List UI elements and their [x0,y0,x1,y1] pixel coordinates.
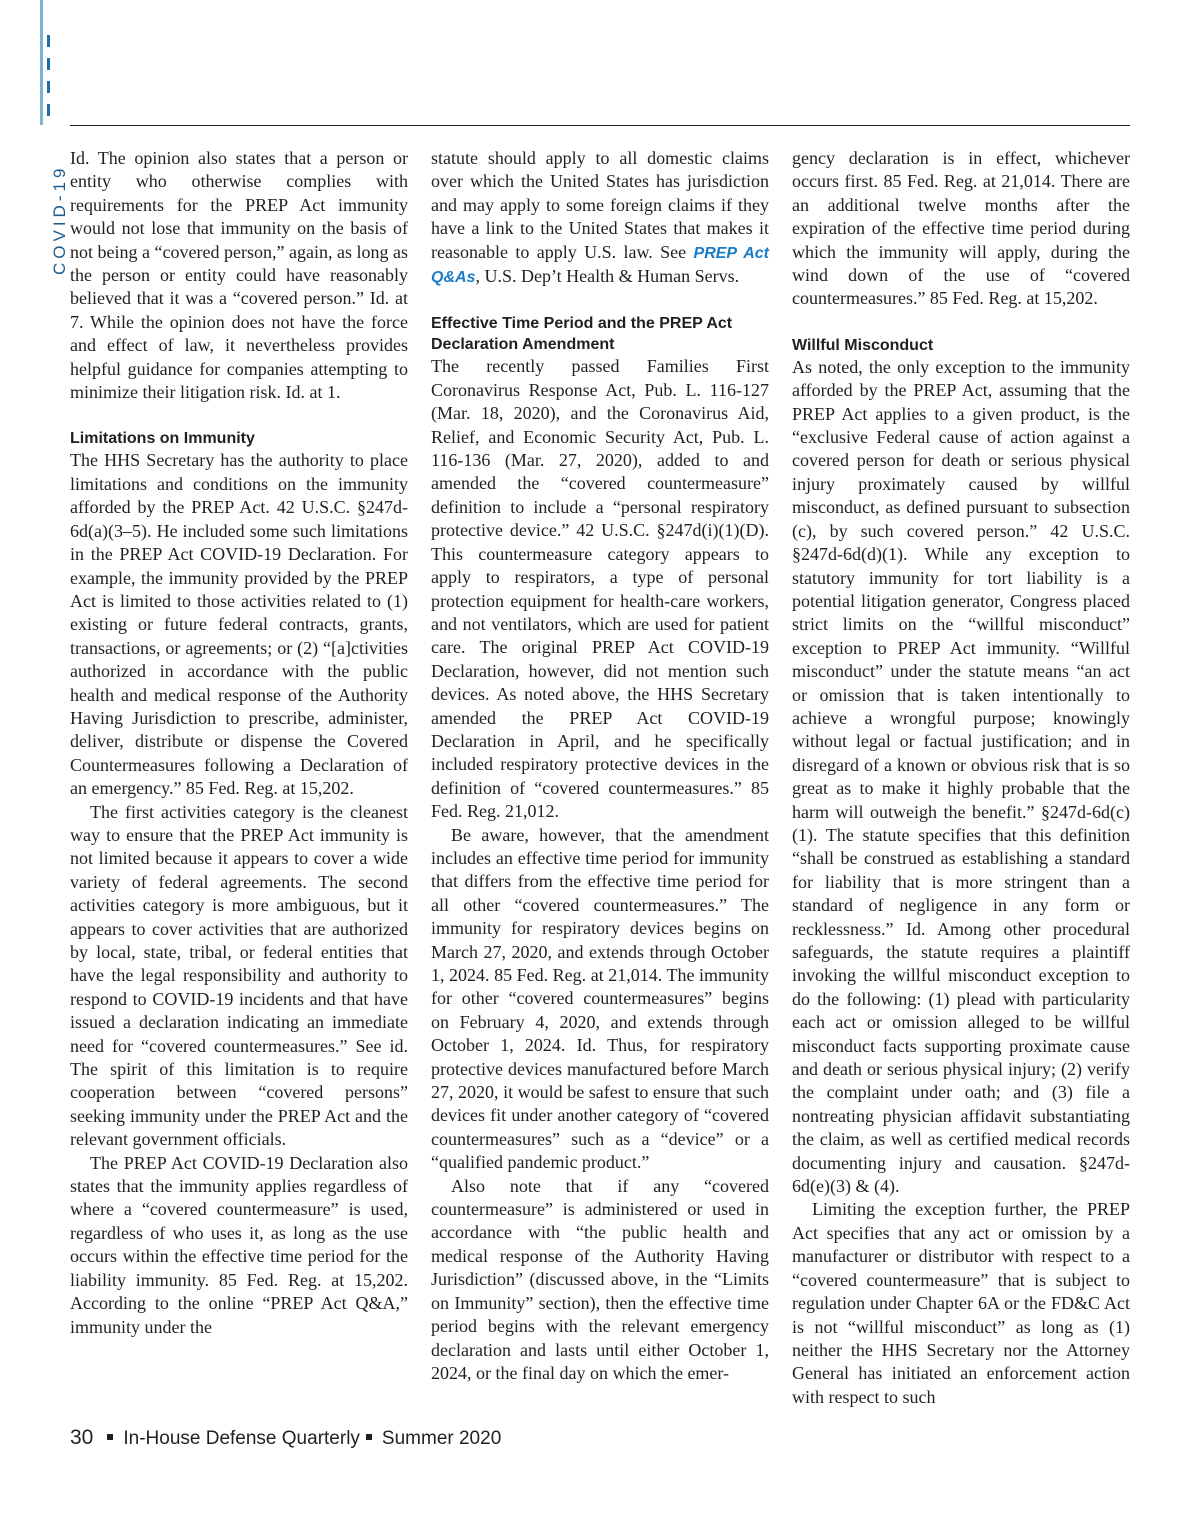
strip-tick [47,104,50,116]
paragraph: The first activities category is the cleanest way to ensure that the PREP Act immunity is not limited because it appears to cover a wide variety of federal agreements. The second activities category is more ambiguous, but it appears to cover activities that are authorized by local, state, tribal, or federal entities that have the legal responsibility and authority to respond to COVID-19 incidents and that have issued a declaration indicating an immediate need for “covered countermeasures.” See id. The spirit of this limitation is to require cooperation between “covered persons” seeking immunity under the PREP Act and the relevant government officials. [70,801,408,1150]
page-footer [70,1426,501,1450]
paragraph: Limiting the exception further, the PREP Act specifies that any act or omission by a manufacturer or distributor with respect to a “covered countermeasure” that is subject to regulation under Chapter 6A or the FD&C Act is not “willful misconduct” as long as (1) neither the HHS Secretary nor the Attorney General has initiated an enforcement action with respect to such [792,1199,1130,1407]
text-run: statute should apply to all domestic claims over which the United States has jurisdiction and may apply to some foreign claims if they have a link to the United States that makes it reasonable to apply U.S. law. See [431,148,769,262]
running-head-vertical: COVID-19 [50,164,69,275]
bullet-separator [366,1434,372,1440]
strip-tick [47,35,50,47]
text-run: , U.S. Dep’t Health & Human Servs. [475,266,740,287]
paragraph: Also note that if any “covered countermeasure” is administered or used in accordance with “the public health and medical response of the Authority Having Jurisdiction” (discussed above, in the “Limits on Immunity” section), then the effective time period begins with the relevant emergency declaration and lasts until either October 1, 2024, or the final day on which the emer- [431,1175,769,1383]
section-heading-limitations: Limitations on Immunity [70,430,255,448]
issue-date: Summer 2020 [381,1428,502,1449]
strip-tick [47,81,50,93]
paragraph: The HHS Secretary has the authority to place limitations and conditions on the immunity afforded by the PREP Act. 42 U.S.C. §247d-6d(a)(3–5). He included some such limitations in the PREP Act COVID-19 Declaration. For example, the immunity provided by the PREP Act is limited to those activities related to (1) existing or future federal contracts, grants, transactions, or agreements; or (2) “[a]ctivities authorized in accordance with the public health and medical response of the Authority Having Jurisdiction to prescribe, administer, deliver, distribute or dispense the Covered Countermeasures following a Declaration of an emergency.” 85 Fed. Reg. at 15,202. [70,450,408,799]
bullet-separator [107,1434,113,1440]
strip-line [40,0,43,125]
section-heading-effective-time: Effective Time Period and the PREP Act Declaration Amendment [431,315,733,354]
prep-act-qa-link[interactable]: PREP Act Q&As [431,244,769,287]
paragraph: Be aware, however, that the amendment includes an effective time period for immunity that differs from the effective time period for all other “covered countermeasures.” The immunity for respiratory devices begins on March 27, 2020, and extends through October 1, 2024. 85 Fed. Reg. at 21,014. The immunity for other “covered countermeasures” begins on February 4, 2020, and extends through October 1, 2024. Id. Thus, for respiratory protective devices manufactured before March 27, 2020, it would be safest to ensure that such devices fit under another category of “covered countermeasures” such as a “device” or a “qualified pandemic product.” [431,824,769,1173]
paragraph: gency declaration is in effect, whichever occurs first. 85 Fed. Reg. at 21,014. There are an additional twelve months after the expiration of the effective time period during which the immunity will apply, during the wind down of the use of “covered countermeasures.” 85 Fed. Reg. at 15,202. [792,148,1130,309]
paragraph: As noted, the only exception to the immunity afforded by the PREP Act, assuming that the PREP Act applies to a given product, is the “exclusive Federal cause of action against a covered person for death or serious physical injury proximately caused by willful misconduct, as defined pursuant to subsection (c), by such covered person.” 42 U.S.C. §247d-6d(d)(1). While any exception to statutory immunity for tort liability is a potential litigation generator, Congress placed strict limits on the “willful misconduct” exception to PREP Act immunity. “Willful misconduct” under the statute means “an act or omission that is taken intentionally to achieve a wrongful purpose; knowingly without legal or factual justification; and in disregard of a known or obvious risk that is so great as to make it highly probable that the harm will outweigh the benefit.” §247d-6d(c)(1). The statute specifies that this definition “shall be construed as establishing a standard for liability that is more stringent than a standard of negligence in any form or recklessness.” Id. Among other procedural safeguards, the statute requires a plaintiff invoking the willful misconduct exception to do the following: (1) plead with particularity each act or omission alleged to be willful misconduct facts supporting proximate cause and death or serious physical injury; (2) verify the complaint under oath; and (3) file a nontreating physician affidavit substantiating the claim, as well as certified medical records documenting injury and causation. §247d-6d(e)(3) & (4). [792,356,1130,1197]
column-3 [792,147,1130,1409]
strip-tick [47,58,50,70]
paragraph [431,147,769,289]
column-2 [431,147,769,1385]
page-number: 30 [70,1426,94,1449]
publication-name: In-House Defense Quarterly [123,1428,360,1449]
paragraph: Id. The opinion also states that a person or entity who otherwise complies with requirements for the PREP Act immunity would not lose that immunity on the basis of not being a “covered person,” again, as long as the person or entity could have reasonably believed that it was a “covered person.” Id. at 7. While the opinion does not have the force and effect of law, it nevertheless provides helpful guidance for companies attempting to minimize their litigation risk. Id. at 1. [70,148,408,403]
side-decorative-strip [40,0,58,125]
section-heading-willful-misconduct: Willful Misconduct [792,336,934,354]
paragraph: The recently passed Families First Coronavirus Response Act, Pub. L. 116-127 (Mar. 18, 2020), and the Coronavirus Aid, Relief, and Economic Security Act, Pub. L. 116-136 (Mar. 27, 2020), added to and amended the “covered countermeasure” definition to include a “personal respiratory protective device.” 42 U.S.C. §247d(i)(1)(D). This countermeasure category appears to apply to respirators, a type of personal protection equipment for health-care workers, and not ventilators, which are used for patient care. The original PREP Act COVID-19 Declaration, however, did not mention such devices. As noted above, the HHS Secretary amended the PREP Act COVID-19 Declaration in April, and he specifically included respiratory protective devices in the definition of “covered countermeasures.” 85 Fed. Reg. 21,012. [431,356,769,822]
column-1 [70,147,408,1339]
header-rule [70,125,1130,126]
paragraph: The PREP Act COVID-19 Declaration also states that the immunity applies regardless of where a “covered countermeasure” is used, regardless of who uses it, as long as the use occurs within the effective time period for the liability immunity. 85 Fed. Reg. at 15,202. According to the online “PREP Act Q&A,” immunity under the [70,1152,408,1337]
